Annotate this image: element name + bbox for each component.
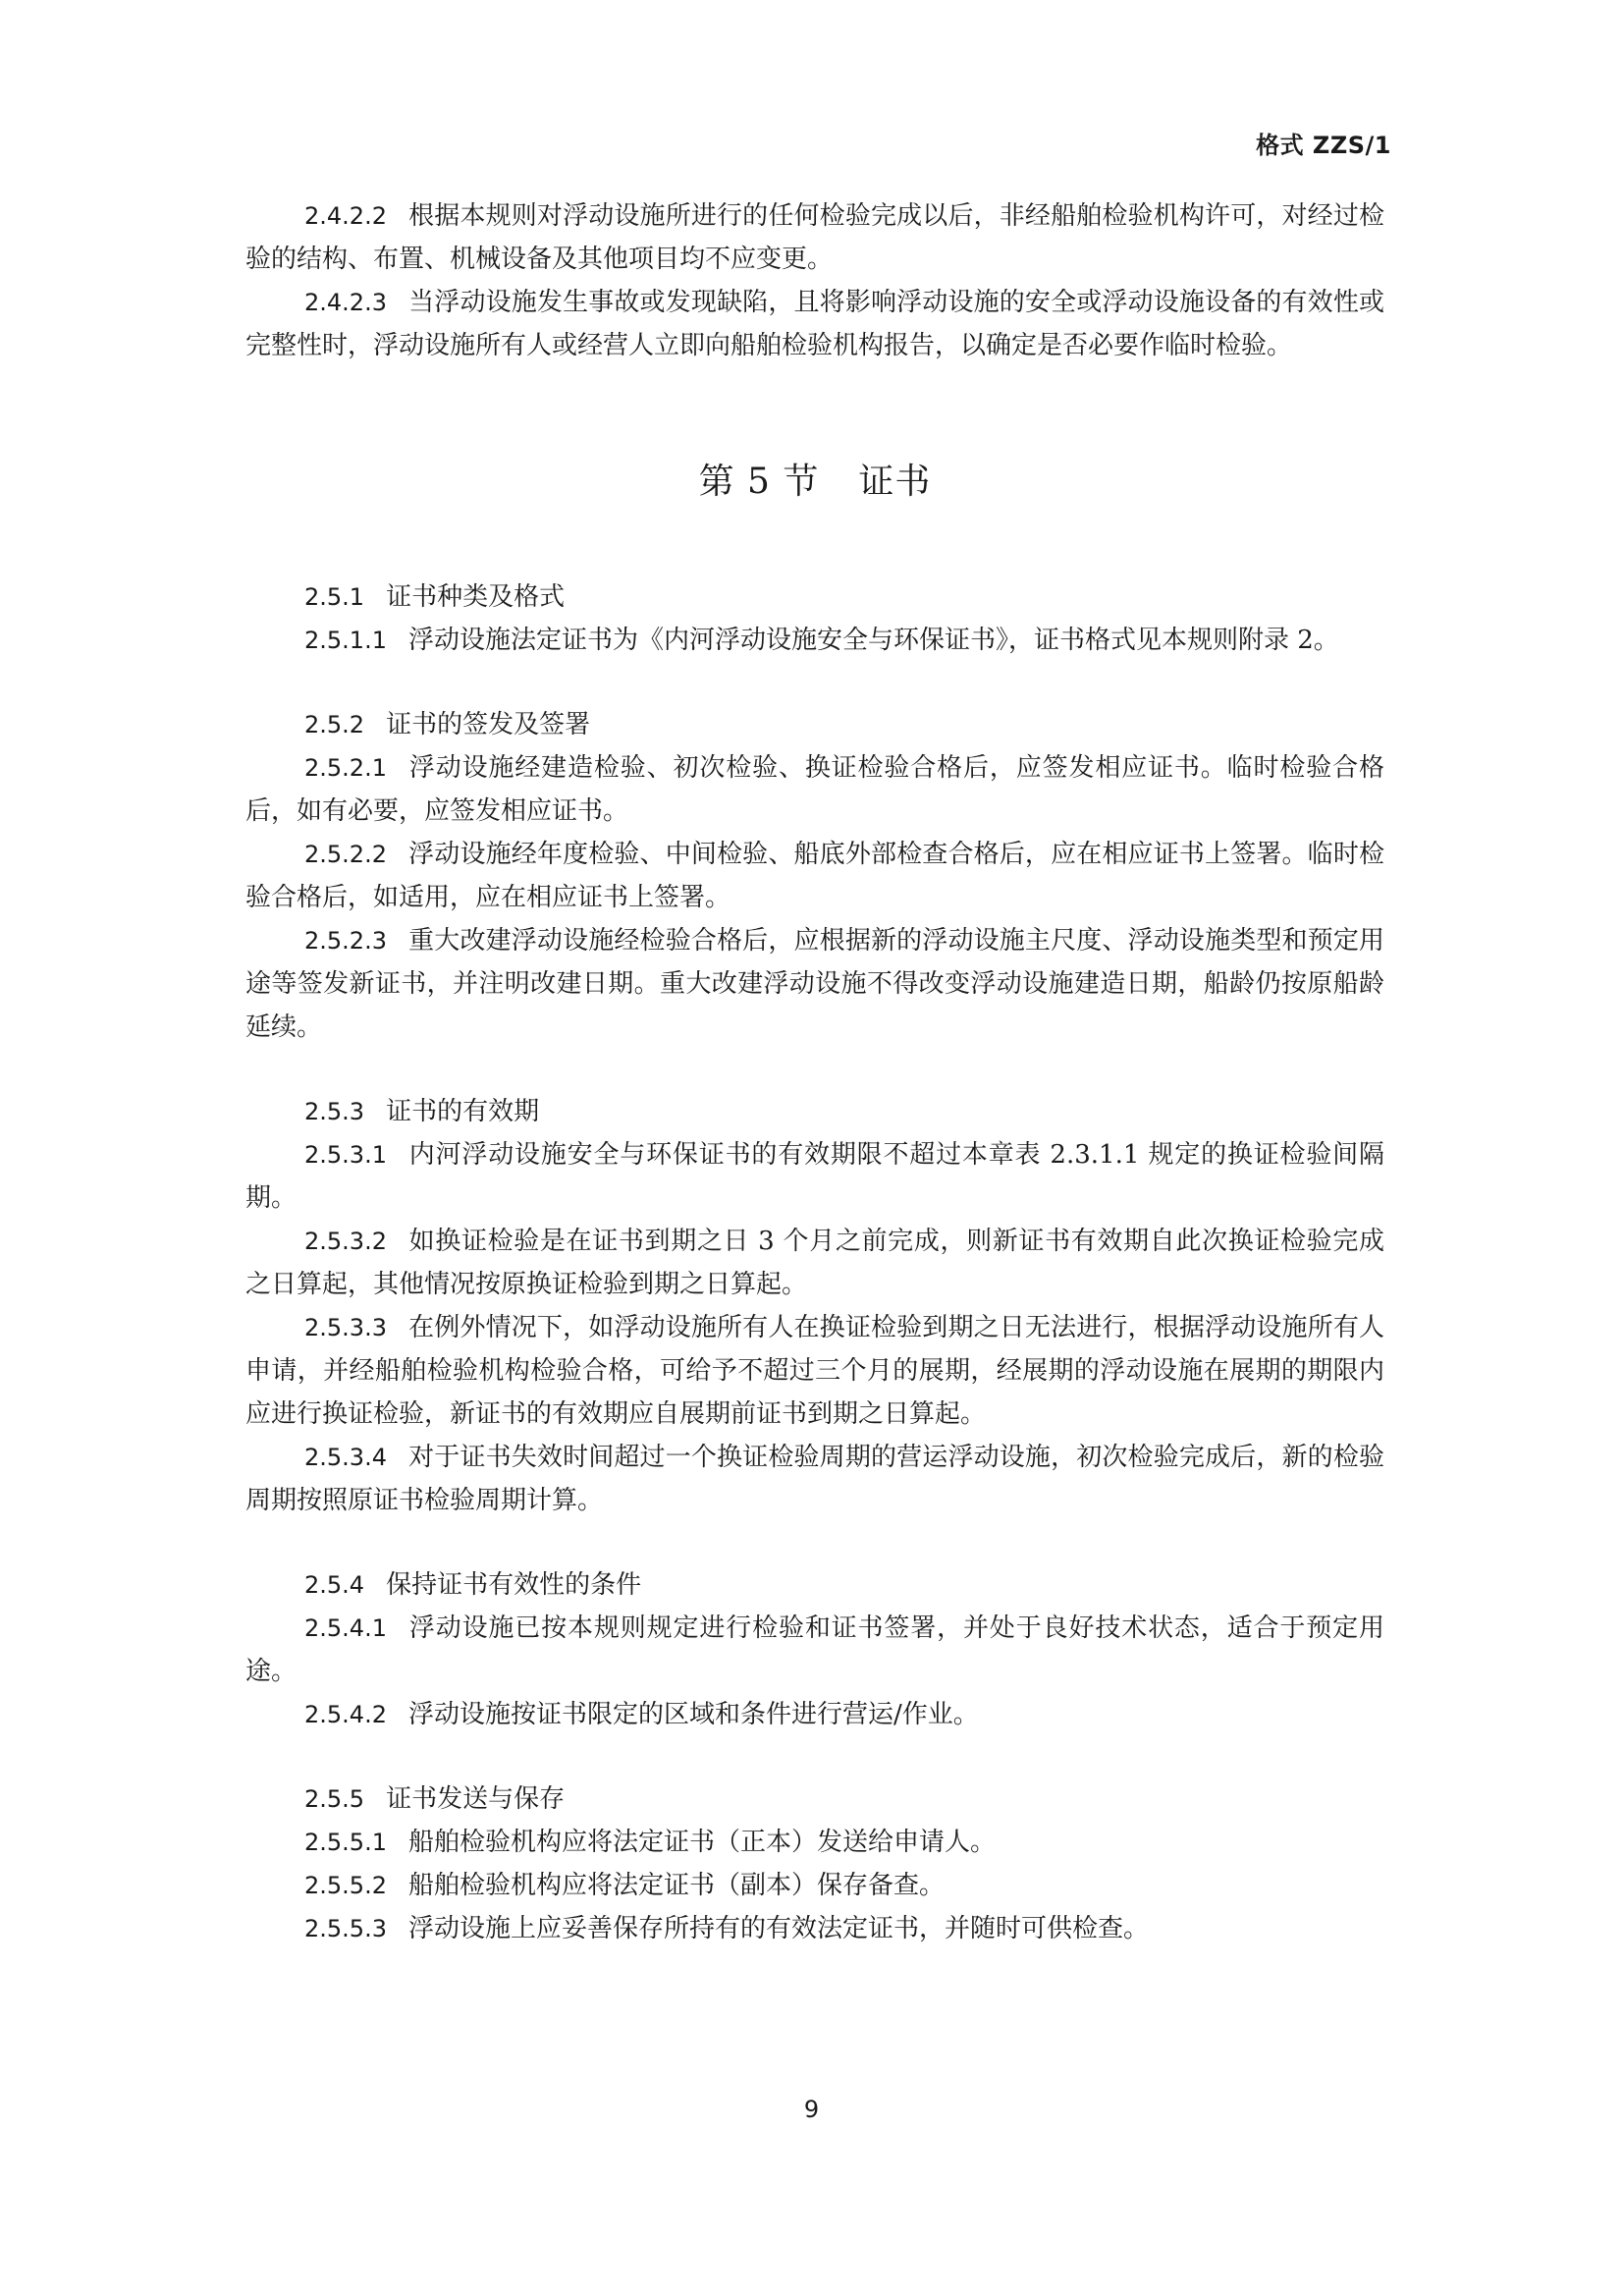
clause-number: 2.5.3.3: [304, 1314, 387, 1341]
subsection-heading-2-5-4: [245, 1563, 1384, 1607]
subsection-heading-2-5-3: [245, 1090, 1384, 1133]
clause-number: 2.5.5.1: [304, 1829, 387, 1856]
clause-number: 2.5.1.1: [304, 627, 387, 654]
clause-text: 浮动设施经年度检验、中间检验、船底外部检查合格后，应在相应证书上签署。临时检验合格后，如适用，应在相应证书上签署。: [245, 840, 1384, 912]
clause-2-4-2-2: [245, 194, 1384, 281]
clause-2-4-2-3: [245, 281, 1384, 367]
section-label: 第 5 节: [698, 462, 820, 502]
subsection-title: 证书种类及格式: [386, 582, 566, 612]
clause-number: 2.5.2.2: [304, 841, 387, 868]
clause-text: 浮动设施已按本规则规定进行检验和证书签署，并处于良好技术状态，适合于预定用途。: [245, 1613, 1384, 1686]
clause-number: 2.4.2.3: [304, 289, 387, 316]
clause-text: 如换证检验是在证书到期之日 3 个月之前完成，则新证书有效期自此次换证检验完成之日算起，其他情况按原换证检验到期之日算起。: [245, 1227, 1384, 1299]
clause-2-5-3-4: [245, 1436, 1384, 1522]
clause-2-5-5-3: [245, 1907, 1384, 1950]
clause-2-5-4-2: [245, 1693, 1384, 1736]
clause-text: 根据本规则对浮动设施所进行的任何检验完成以后，非经船舶检验机构许可，对经过检验的结构、布置、机械设备及其他项目均不应变更。: [245, 201, 1384, 274]
clause-number: 2.4.2.2: [304, 202, 387, 230]
clause-2-5-4-1: [245, 1607, 1384, 1693]
clause-text: 重大改建浮动设施经检验合格后，应根据新的浮动设施主尺度、浮动设施类型和预定用途等签发新证书，并注明改建日期。重大改建浮动设施不得改变浮动设施建造日期，船龄仍按原船龄延续。: [245, 926, 1384, 1042]
clause-text: 浮动设施按证书限定的区域和条件进行营运/作业。: [407, 1700, 979, 1729]
clause-text: 当浮动设施发生事故或发现缺陷，且将影响浮动设施的安全或浮动设施设备的有效性或完整性时，浮动设施所有人或经营人立即向船舶检验机构报告，以确定是否必要作临时检验。: [245, 288, 1384, 360]
clause-2-5-3-3: [245, 1306, 1384, 1436]
clause-text: 船舶检验机构应将法定证书（副本）保存备查。: [407, 1871, 945, 1900]
clause-text: 内河浮动设施安全与环保证书的有效期限不超过本章表 2.3.1.1 规定的换证检验间隔期。: [245, 1140, 1384, 1213]
subsection-number: 2.5.1: [304, 583, 365, 611]
clause-text: 在例外情况下，如浮动设施所有人在换证检验到期之日无法进行，根据浮动设施所有人申请，并经船舶检验机构检验合格，可给予不超过三个月的展期，经展期的浮动设施在展期的期限内应进行换证检验，新证书的有效期应自展期前证书到期之日算起。: [245, 1313, 1384, 1429]
clause-number: 2.5.5.3: [304, 1915, 387, 1942]
page-number: 9: [803, 2096, 820, 2123]
clause-2-5-2-2: [245, 833, 1384, 919]
clause-text: 浮动设施经建造检验、初次检验、换证检验合格后，应签发相应证书。临时检验合格后，如有必要，应签发相应证书。: [245, 753, 1384, 826]
section-title: 证书: [858, 462, 932, 502]
clause-2-5-2-3: [245, 919, 1384, 1049]
clause-number: 2.5.4.2: [304, 1701, 387, 1728]
subsection-title: 保持证书有效性的条件: [386, 1570, 642, 1600]
subsection-title: 证书发送与保存: [386, 1784, 566, 1814]
subsection-title: 证书的有效期: [386, 1097, 540, 1126]
section-heading: [245, 458, 1384, 507]
clause-2-5-3-2: [245, 1220, 1384, 1306]
clause-number: 2.5.5.2: [304, 1872, 387, 1899]
clause-2-5-2-1: [245, 746, 1384, 833]
clause-text: 浮动设施法定证书为《内河浮动设施安全与环保证书》，证书格式见本规则附录 2。: [407, 626, 1339, 655]
subsection-heading-2-5-5: [245, 1777, 1384, 1821]
clause-text: 船舶检验机构应将法定证书（正本）发送给申请人。: [407, 1828, 996, 1857]
page-content: [245, 194, 1384, 1950]
subsection-title: 证书的签发及签署: [386, 710, 591, 739]
subsection-number: 2.5.3: [304, 1098, 365, 1125]
clause-number: 2.5.2.3: [304, 927, 387, 955]
subsection-number: 2.5.5: [304, 1785, 365, 1813]
clause-2-5-5-1: [245, 1821, 1384, 1864]
clause-number: 2.5.2.1: [304, 754, 387, 782]
clause-2-5-5-2: [245, 1864, 1384, 1907]
document-format-label: 格式 ZZS/1: [1256, 132, 1391, 159]
clause-number: 2.5.3.4: [304, 1444, 387, 1471]
subsection-heading-2-5-1: [245, 575, 1384, 619]
subsection-number: 2.5.2: [304, 711, 365, 738]
subsection-number: 2.5.4: [304, 1571, 365, 1599]
subsection-heading-2-5-2: [245, 703, 1384, 746]
clause-2-5-3-1: [245, 1133, 1384, 1220]
clause-number: 2.5.4.1: [304, 1614, 387, 1642]
clause-number: 2.5.3.2: [304, 1228, 387, 1255]
clause-2-5-1-1: [245, 619, 1384, 662]
clause-text: 浮动设施上应妥善保存所持有的有效法定证书，并随时可供检查。: [407, 1914, 1149, 1943]
clause-number: 2.5.3.1: [304, 1141, 387, 1169]
clause-text: 对于证书失效时间超过一个换证检验周期的营运浮动设施，初次检验完成后，新的检验周期按照原证书检验周期计算。: [245, 1443, 1384, 1515]
